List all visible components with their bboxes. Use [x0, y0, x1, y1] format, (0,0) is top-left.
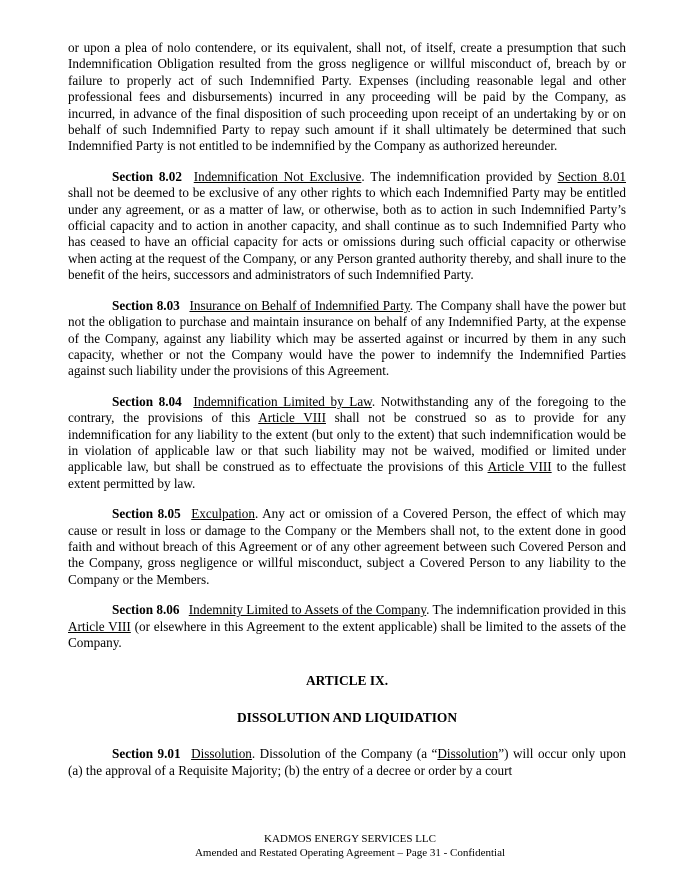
section-title: Indemnification Not Exclusive	[193, 168, 362, 184]
section-title: Indemnification Limited by Law	[193, 393, 372, 409]
cross-reference: Article VIII	[258, 410, 326, 426]
paragraph-continuation: or upon a plea of nolo contendere, or its equivalent, shall not, of itself, create a presumption that such Indemnification Obligation resulted from the gross negligence or willful misconduct of, breach by or failure to properly act of such Indemnified Party. Expenses (including reasonable legal and other professional fees and disbursements) incurred in any proceeding will be paid by the Company, as incurred, in advance of the final disposition of such proceeding upon receipt of an undertaking by or on behalf of such Indemnified Party to repay such amount if it shall ultimately be determined that such Indemnified Party is not entitled to be indemnified by the Company as authorized hereunder.	[68, 40, 626, 154]
cross-reference: Article VIII	[487, 459, 552, 475]
cross-reference: Article VIII	[68, 618, 131, 634]
section-number: Section 8.06	[112, 602, 180, 618]
article-heading: ARTICLE IX.	[305, 673, 389, 689]
section-number: Section 8.05	[112, 506, 181, 522]
section-8-02: Section 8.02 Indemnification Not Exclusive. The indemnification provided by Section 8.01 shall not be deemed to be exclusive of any other rights to which each Indemnified Party may be entitled under any agreement, or as a matter of law, or otherwise, both as to action in such Indemnified Party’s official capacity and to action in another capacity, and shall continue as to such Indemnified Party who has ceased to have an official capacity for acts or omissions during such official capacity or otherwise when acting at the request of the Company, or any Person granted authority thereby, and shall inure to the benefit of the heirs, successors and administrators of such Indemnified Party.	[68, 168, 627, 283]
section-title: Dissolution	[191, 746, 252, 762]
section-8-03: Section 8.03 Insurance on Behalf of Indemnified Party. The Company shall have the power but not the obligation to purchase and maintain insurance on behalf of any Indemnified Party, at the expense of the Company, against any liability which may be asserted against or incurred by them in any such capacity, whether or not the Company would have the power to indemnify the Indemnified Parties against such liability under the provisions of this Agreement.	[68, 297, 627, 379]
section-title: Exculpation	[191, 506, 255, 522]
section-8-04: Section 8.04 Indemnification Limited by Law. Notwithstanding any of the foregoing to the contrary, the provisions of this Article VIII shall not be construed so as to provide for any indemnification for any liability to the extent (but only to the extent) that such indemnification would be in violation of applicable law or that such liability may not be waived, modified or limited under applicable law, but shall be construed as to effectuate the provisions of this Article VIII to the fullest extent permitted by law.	[68, 393, 626, 491]
section-title: Insurance on Behalf of Indemnified Party	[189, 297, 410, 313]
defined-term: Dissolution	[437, 746, 499, 762]
document-body	[68, 40, 626, 793]
page-footer	[0, 833, 700, 860]
section-number: Section 8.03	[112, 297, 180, 313]
section-number: Section 8.02	[112, 168, 182, 184]
section-number: Section 9.01	[112, 746, 181, 762]
section-8-05: Section 8.05 Exculpation. Any act or omission of a Covered Person, the effect of which may cause or result in loss or damage to the Company or the Members shall not, to the extent done in good faith and without breach of this Agreement or of any other agreement between such Covered Person and the Company, gross negligence or willful misconduct, subject a Covered Person to any liability to the Company or the Members.	[68, 506, 626, 587]
footer-page-line: Amended and Restated Operating Agreement – Page 31 - Confidential	[194, 846, 506, 859]
cross-reference: Section 8.01	[557, 168, 627, 184]
article-subheading: DISSOLUTION AND LIQUIDATION	[236, 709, 457, 725]
section-number: Section 8.04	[112, 393, 182, 409]
section-title: Indemnity Limited to Assets of the Company	[188, 602, 427, 618]
section-8-06: Section 8.06 Indemnity Limited to Assets of the Company. The indemnification provided in this Article VIII (or elsewhere in this Agreement to the extent applicable) shall be limited to the assets of the Company.	[68, 602, 627, 650]
footer-company: KADMOS ENERGY SERVICES LLC	[264, 833, 436, 845]
section-9-01: Section 9.01 Dissolution. Dissolution of the Company (a “Dissolution”) will occur only upon (a) the approval of a Requisite Majority; (b) the entry of a decree or order by a court	[68, 746, 627, 778]
